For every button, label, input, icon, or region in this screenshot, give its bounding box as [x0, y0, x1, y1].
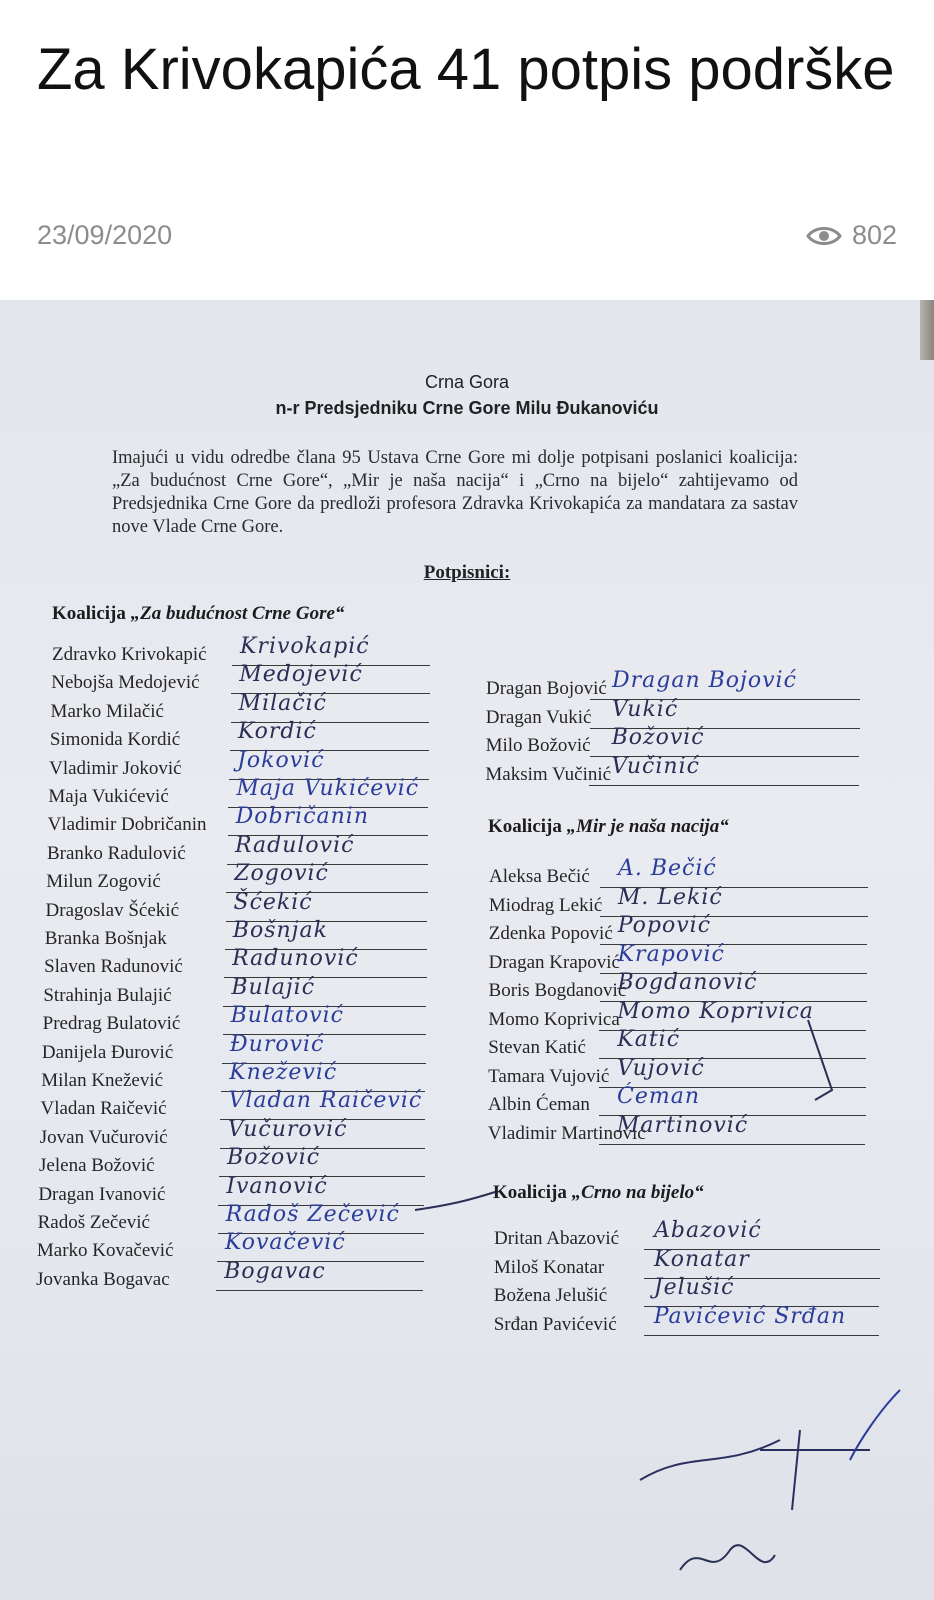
- eye-icon: [806, 224, 842, 248]
- signatories-heading: Potpisnici:: [423, 562, 511, 583]
- signatory-name: Vladimir Martinović: [487, 1122, 646, 1144]
- signatory-name: Tamara Vujović: [488, 1065, 610, 1087]
- signatory-name: Branka Bošnjak: [44, 928, 167, 949]
- handwritten-signature: Zogović: [234, 861, 329, 887]
- signatory-name: Vladimir Dobričanin: [47, 814, 207, 836]
- signatory-name: Nebojša Medojević: [51, 672, 200, 694]
- signatory-name: Milo Božović: [485, 735, 591, 756]
- signatory-name: Srđan Pavićević: [493, 1313, 617, 1335]
- signatory-name: Boris Bogdanović: [488, 980, 627, 1001]
- document-photo: [0, 300, 934, 1600]
- signatory-name: Dragan Ivanović: [38, 1183, 166, 1205]
- handwritten-signature: Đurović: [229, 1031, 325, 1057]
- signatory-name: Jovan Vučurović: [39, 1126, 168, 1148]
- signatory-name: Maksim Vučinić: [485, 763, 612, 785]
- handwritten-signature: Radoš Zečević: [225, 1202, 400, 1227]
- handwritten-signature: Kordić: [237, 719, 317, 745]
- signatory-name: Zdenka Popović: [488, 923, 613, 944]
- signatory-name: Simonida Kordić: [49, 729, 181, 751]
- handwritten-signature: Konatar: [653, 1246, 750, 1272]
- handwritten-signature: Abazović: [654, 1218, 762, 1243]
- signatory-name: Milan Knežević: [41, 1070, 164, 1091]
- handwritten-signature: Radunović: [232, 946, 359, 972]
- handwritten-signature: Vukić: [611, 696, 679, 722]
- signatory-name: Maja Vukićević: [48, 786, 169, 807]
- signature-scribbles: [0, 300, 934, 1600]
- handwritten-signature: A. Bečić: [618, 856, 717, 881]
- signatory-name: Branko Radulović: [46, 842, 186, 864]
- coalition-heading-2: Koalicija „Mir je naša nacija“: [488, 816, 729, 837]
- handwritten-signature: Božović: [227, 1145, 321, 1171]
- handwritten-signature: Ćeman: [617, 1084, 701, 1109]
- article-title: Za Krivokapića 41 potpis podrške: [37, 37, 895, 102]
- article-header: [0, 0, 934, 300]
- signatory-name: Dragan Krapović: [488, 951, 620, 973]
- signatory-name: Albin Ćeman: [488, 1094, 590, 1115]
- document-addressee-country: Crna Gora: [424, 372, 510, 392]
- signatory-name: Dragoslav Šćekić: [45, 899, 179, 921]
- handwritten-signature: Krapović: [617, 941, 725, 967]
- handwritten-signature: Martinović: [616, 1112, 749, 1138]
- signatory-name: Jovanka Bogavac: [36, 1268, 170, 1290]
- handwritten-signature: Knežević: [229, 1060, 338, 1085]
- handwritten-signature: Radulović: [234, 832, 355, 858]
- signatory-name: Danijela Đurović: [41, 1041, 174, 1063]
- handwritten-signature: Bulajić: [231, 974, 316, 1000]
- signatory-name: Vladan Raičević: [40, 1098, 167, 1120]
- signatory-name: Vladimir Joković: [49, 757, 182, 779]
- handwritten-signature: Jelušić: [653, 1275, 735, 1300]
- handwritten-signature: Joković: [237, 747, 325, 773]
- handwritten-signature: M. Lekić: [617, 884, 723, 910]
- handwritten-signature: Katić: [617, 1027, 681, 1052]
- handwritten-signature: Bogavac: [224, 1258, 326, 1284]
- document-addressee: n-r Predsjedniku Crne Gore Milu Đukanoviću: [275, 398, 659, 418]
- signatory-name: Miodrag Lekić: [488, 894, 603, 916]
- handwritten-signature: Popović: [617, 913, 712, 938]
- handwritten-signature: Vujović: [617, 1055, 705, 1081]
- handwritten-signature: Dragan Bojović: [612, 668, 797, 693]
- handwritten-signature: Dobričanin: [235, 804, 370, 830]
- signatory-name: Predrag Bulatović: [42, 1013, 181, 1035]
- signatory-name: Božena Jelušić: [493, 1285, 608, 1306]
- signatory-name: Jelena Božović: [39, 1155, 155, 1177]
- coalition-heading-3: Koalicija „Crno na bijelo“: [493, 1182, 704, 1203]
- handwritten-signature: Ivanović: [226, 1173, 328, 1199]
- document-body: Imajući u vidu odredbe člana 95 Ustava Crne Gore mi dolje potpisani poslanici koalicija: „Za budućnost Crne Gore“, „Mir je naša nacija“ i „Crno na bijelo“ zahtijevamo od Predsjednika Crne Gore da predloži profesora Zdravka Krivokapića za mandatara za sastav nove Vlade Crne Gore.: [112, 448, 798, 537]
- signatory-name: Slaven Radunović: [44, 956, 183, 978]
- signatory-name: Momo Koprivica: [488, 1008, 620, 1030]
- signatory-name: Aleksa Bečić: [489, 866, 590, 887]
- handwritten-signature: Pavićević Srđan: [653, 1303, 847, 1329]
- handwritten-signature: Bulatović: [230, 1003, 344, 1029]
- signatory-name: Milun Zogović: [46, 871, 161, 893]
- signatory-name: Radoš Zečević: [37, 1212, 150, 1233]
- handwritten-signature: Momo Koprivica: [617, 998, 814, 1024]
- handwritten-signature: Milačić: [238, 690, 327, 716]
- signatory-name: Dragan Vukić: [485, 706, 592, 728]
- handwritten-signature: Kovačević: [224, 1230, 346, 1256]
- signatory-name: Strahinja Bulajić: [43, 984, 172, 1006]
- signatory-name: Zdravko Krivokapić: [52, 644, 207, 665]
- view-count: [806, 220, 897, 251]
- handwritten-signature: Božović: [611, 725, 705, 750]
- signatory-name: Dritan Abazović: [494, 1228, 620, 1249]
- signatory-name: Stevan Katić: [488, 1037, 586, 1058]
- signatory-name: Marko Milačić: [50, 700, 164, 722]
- handwritten-signature: Maja Vukićević: [236, 776, 420, 801]
- signatory-name: Miloš Konatar: [493, 1256, 605, 1278]
- view-count-value: 802: [851, 220, 897, 250]
- handwritten-signature: Vučurović: [227, 1116, 348, 1142]
- handwritten-signature: Vladan Raičević: [228, 1088, 423, 1114]
- handwritten-signature: Šćekić: [233, 889, 313, 915]
- handwritten-signature: Krivokapić: [240, 634, 370, 659]
- signatory-name: Dragan Bojović: [486, 678, 607, 699]
- handwritten-signature: Medojević: [239, 662, 363, 688]
- handwritten-signature: Vučinić: [611, 753, 700, 779]
- signatory-name: Marko Kovačević: [36, 1240, 174, 1262]
- handwritten-signature: Bogdanović: [617, 970, 758, 995]
- handwritten-signature: Bošnjak: [232, 918, 328, 943]
- coalition-heading-1: Koalicija „Za budućnost Crne Gore“: [52, 603, 345, 624]
- publish-date: 23/09/2020: [37, 220, 173, 250]
